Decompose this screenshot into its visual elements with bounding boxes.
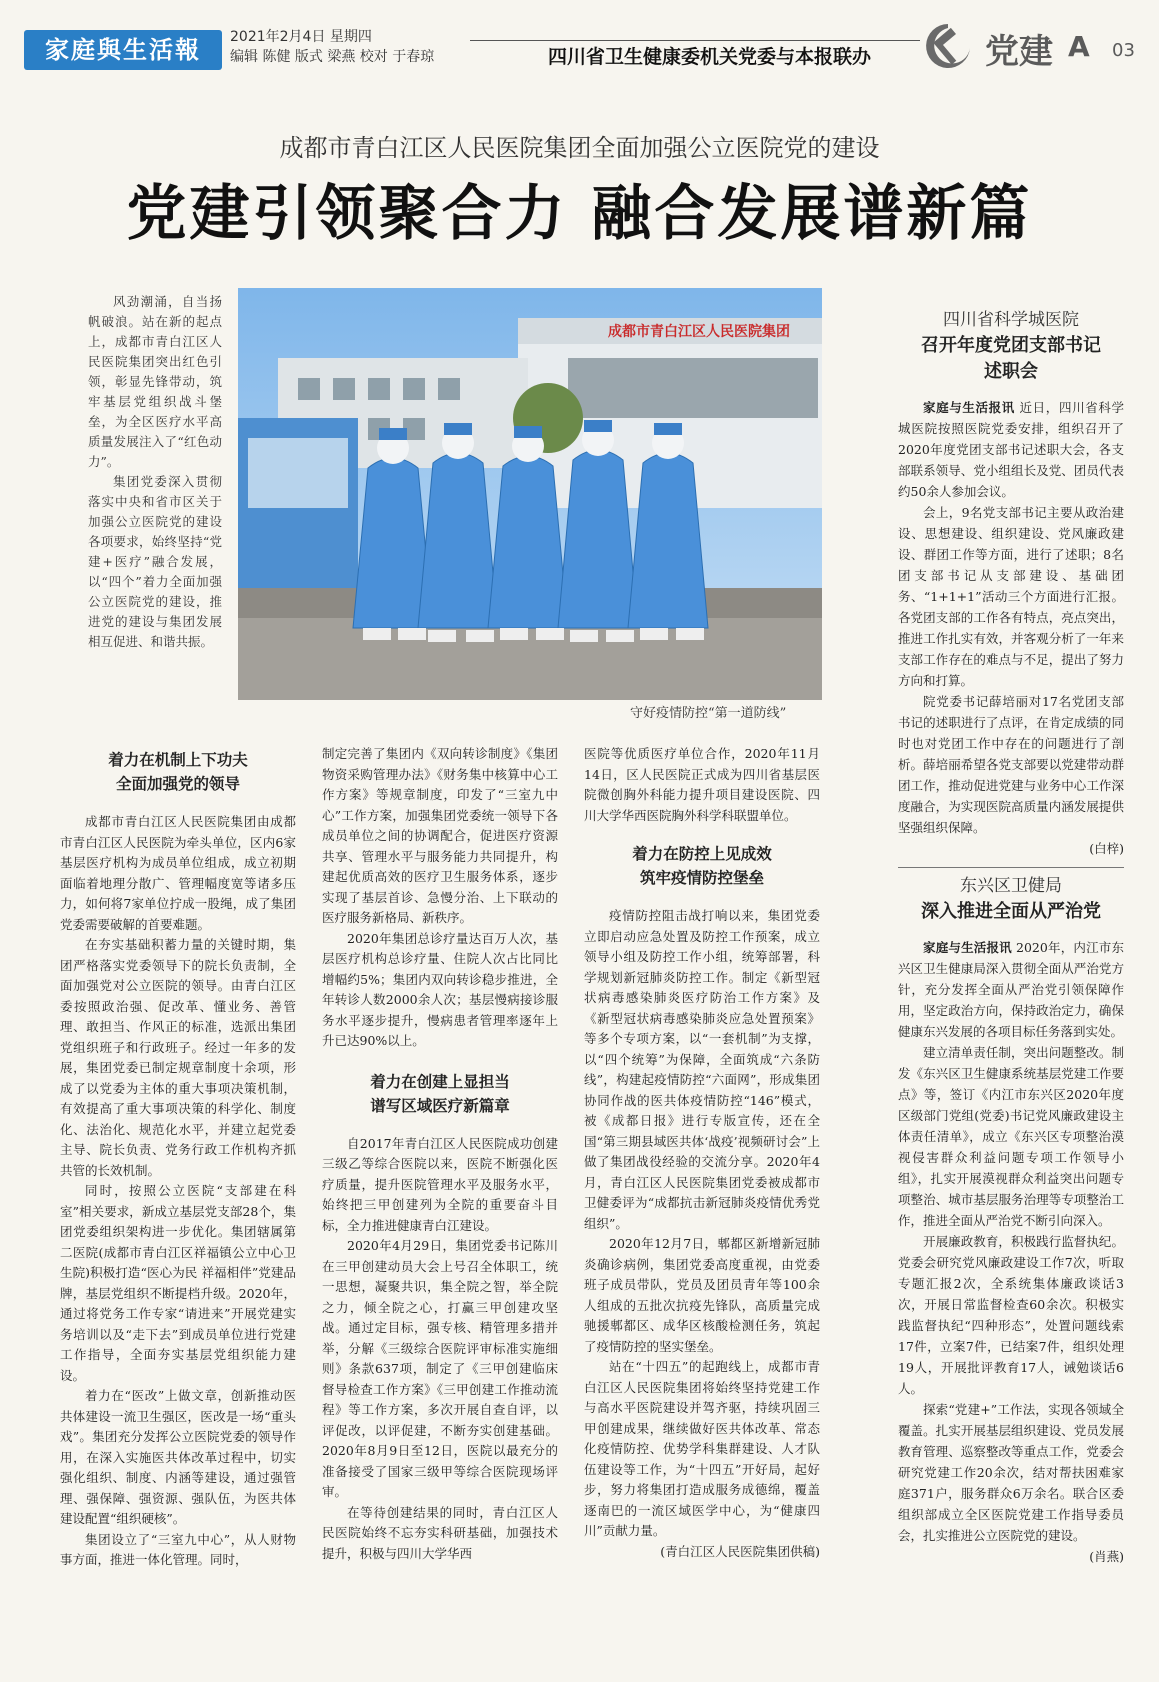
side-story-2-para: 家庭与生活报讯 2020年，内江市东兴区卫生健康局深入贯彻全面从严治党方针，充分发挥全面从严治党引领保障作用，坚定政治方向，保持政治定力，确保健康东兴发展的各项目标任务落到实处。 xyxy=(898,940,1124,1039)
body-column-2 xyxy=(322,744,558,1564)
body-paragraph: 着力在“医改”上做文章，创新推动医共体建设一流卫生强区，医改是一场“重头戏”。集团充分发挥公立医院党委的领导作用，在深入实施医共体改革过程中，切实强化组织、制度、内涵等建设，通过强管理、强保障、强资源、强队伍，为医共体建设配置“组织硬核”。 xyxy=(60,1388,296,1526)
body-paragraph: 集团设立了“三室九中心”，从人财物事方面，推进一体化管理。同时， xyxy=(60,1531,296,1567)
newspaper-logo: 家庭與生活報 xyxy=(24,30,222,70)
side-story-2-para: 建立清单责任制，突出问题整改。制发《东兴区卫生健康系统基层党建工作要点》等，签订《内江市东兴区2020年度区级部门党组(党委)书记党风廉政建设主体责任清单》，成立《东兴区专项整治漠视侵害群众利益问题专项工作领导小组》，扎实开展漠视群众利益突出问题专项整治、城市基层服务治理等专项整治工作，推进全面从严治党不断引向深入。 xyxy=(898,1045,1124,1228)
section-heading: 着力在机制上下功夫 全面加强党的领导 xyxy=(108,751,248,793)
body-paragraph: 同时，按照公立医院“支部建在科室”相关要求，新成立基层党支部28个，集团党委组织架构进一步优化。集团辖属第二医院(成都市青白江区祥福镇公立中心卫生院)积极打造“医心为民 祥福相伴”党建品牌，基层党组织不断提档升级。2020年，通过将党务工作专家“请进来”开展党建实务培训以及“走下去”到成员单位进行党建工作指导，全面夯实基层党组织能力建设。 xyxy=(60,1183,296,1383)
body-paragraph: 2020年4月29日，集团党委书记陈川在三甲创建动员大会上号召全体职工，统一思想，凝聚共识，集全院之智，举全院之力，倾全院之心，打赢三甲创建攻坚战。通过定目标，强专核、精管理多措并举，分解《三级综合医院评审标准实施细则》条款637项，制定了《三甲创建临床督导检查工作方案》《三甲创建工作推动流程》等工作方案，多次开展自查自评，以评促改，以评促建，不断夯实创建基础。2020年8月9日至12日，医院以最充分的准备接受了国家三级甲等综合医院现场评审。 xyxy=(322,1238,558,1499)
body-paragraph: 2020年集团总诊疗量达百万人次，基层医疗机构总诊疗量、住院人次占比同比增幅约5%；集团内双向转诊稳步推进，全年转诊人数2000余人次；基层慢病接诊服务水平逐步提升，慢病患者管理率逐年上升已达90%以上。 xyxy=(322,930,558,1048)
side-story-1-title: 召开年度党团支部书记 述职会 xyxy=(921,335,1101,382)
staff-credits: 编辑 陈健 版式 梁燕 校对 于春琼 xyxy=(230,49,435,65)
side-story-1-para: 院党委书记薛培丽对17名党团支部书记的述职进行了点评，在肯定成绩的同时也对党团工作中存在的问题进行了剖析。薛培丽希望各党支部要以党建带动群团工作，推动促进党建与业务中心工作深度融合，为实现医院高质量内涵发展提供坚强组织保障。 xyxy=(898,694,1124,835)
photo-caption: 守好疫情防控“第一道防线” xyxy=(630,706,787,721)
source-tag: 家庭与生活报讯 xyxy=(923,940,1012,955)
body-paragraph: 站在“十四五”的起跑线上，成都市青白江区人民医院集团将始终坚持党建工作与高水平医院建设并驾齐驱，持续巩固三甲创建成果，继续做好医共体改革、常态化疫情防控、优势学科集群建设、人才队伍建设等工作，为“十四五”开好局，起好步，努力将集团打造成服务成德绵，覆盖逐南巴的一流区域医学中心，为“健康四川”贡献力量。 xyxy=(584,1359,820,1538)
body-column-3 xyxy=(584,744,820,1562)
section-name: 党建 xyxy=(985,32,1053,72)
body-paragraph: 在等待创建结果的同时，青白江区人民医院始终不忘夯实科研基础，加强技术提升，积极与四川大学华西 xyxy=(322,1504,558,1561)
body-paragraph: 疫情防控阻击战打响以来，集团党委立即启动应急处置及防控工作预案，成立领导小组及防控工作小组，统筹部署，科学规划新冠肺炎防控工作。制定《新型冠状病毒感染肺炎医疗防治工作方案》及《新型冠状病毒感染肺炎应急处置预案》等多个专项方案，以“一套机制”为支撑，以“四个统筹”为保障，全面筑成“六条防线”，构建起疫情防控“六面网”，形成集团协同作战的医共体疫情防控“146”模式，被《成都日报》进行专版宣传，还在全国“第三期县域医共体‘战疫’视频研讨会”上做了集团战役经验的交流分享。2020年4月，青白江区人民医院集团党委被成都市卫健委评为“成都抗击新冠肺炎疫情优秀党组织”。 xyxy=(584,908,820,1231)
side-story-2 xyxy=(898,876,1124,1567)
body-paragraph: 自2017年青白江区人民医院成功创建三级乙等综合医院以来，医院不断强化医疗质量，提升医院管理水平及服务水平，始终把三甲创建列为全院的重要奋斗目标，全力推进健康青白江建设。 xyxy=(322,1135,558,1233)
section-heading: 着力在防控上见成效 筑牢疫情防控堡垒 xyxy=(632,845,772,887)
issue-info xyxy=(230,27,434,67)
hospital-sign: 成都市青白江区人民医院集团 xyxy=(608,324,790,340)
source-tag: 家庭与生活报讯 xyxy=(923,400,1015,415)
side-story-1-para: 会上，9名党支部书记主要从政治建设、思想建设、组织建设、党风廉政建设、群团工作等方面，进行了述职；8名团支部书记从支部建设、基础团务、“1+1+1”活动三个方面进行汇报。各党团支部的工作各有特点，亮点突出，推进工作扎实有效，并客观分析了一年来支部工作存在的难点与不足，提出了努力方向和打算。 xyxy=(898,505,1124,688)
side-story-2-para: 开展廉政教育，积极践行监督执纪。党委会研究党风廉政建设工作7次，听取专题汇报2次，全系统集体廉政谈话3次，开展日常监督检查60余次。积极实践监督执纪“四种形态”，处置问题线索17件，立案7件，已结案7件，组织处理19人，开展批评教育17人，诫勉谈话6人。 xyxy=(898,1234,1124,1396)
side-story-2-byline: (肖燕) xyxy=(1089,1549,1124,1564)
masthead-rule xyxy=(470,40,920,41)
article-kicker: 成都市青白江区人民医院集团全面加强公立医院党的建设 xyxy=(279,134,880,162)
side-story-2-title: 深入推进全面从严治党 xyxy=(921,901,1101,922)
partner-line: 四川省卫生健康委机关党委与本报联办 xyxy=(548,46,872,68)
body-paragraph: 2020年12月7日，郫都区新增新冠肺炎确诊病例，集团党委高度重视，由党委班子成员带队，党员及团员青年等100余人组成的五批次抗疫先锋队，高质量完成驰援郫都区、成华区核酸检测任务，筑起了疫情防控的坚实堡垒。 xyxy=(584,1236,820,1354)
body-paragraph: 成都市青白江区人民医院集团由成都市青白江区人民医院为牵头单位，区内6家基层医疗机构为成员单位组成，成立初期面临着地理分散广、管理幅度宽等诸多压力，如何将7家单位拧成一股绳，成了集团党委需要破解的首要难题。 xyxy=(60,814,296,932)
side-divider xyxy=(898,867,1124,868)
body-paragraph: 在夯实基础积蓄力量的关键时期，集团严格落实党委领导下的院长负责制，全面加强党对公立医院的领导。由青白江区委按照政治强、促改革、懂业务、善管理、敢担当、作风正的标准，选派出集团党组织班子和行政班子。经过一年多的发展，集团党委已制定规章制度十余项，形成了以党委为主体的重大事项决策机制，有效提高了重大事项决策的科学化、制度化、法治化、规范化水平，并建立起党委主导、院长负责、党务行政工作机构齐抓共管的长效机制。 xyxy=(60,937,296,1178)
body-column-1 xyxy=(60,742,296,1571)
issue-date: 2021年2月4日 星期四 xyxy=(230,29,372,45)
body-paragraph: 医院等优质医疗单位合作，2020年11月14日，区人民医院正式成为四川省基层医院微创胸外科能力提升项目建设医院、四川大学华西医院胸外科学科联盟单位。 xyxy=(584,746,820,823)
medical-staff-photo xyxy=(238,288,822,700)
article-byline: (青白江区人民医院集团供稿) xyxy=(660,1543,820,1559)
side-story-1-byline: (白梓) xyxy=(1089,841,1124,856)
hammer-sickle-icon xyxy=(920,18,976,74)
side-story-1 xyxy=(898,310,1124,859)
side-story-1-unit: 四川省科学城医院 xyxy=(943,310,1079,330)
page-number: 03 xyxy=(1112,40,1135,61)
lead-paragraph: 集团党委深入贯彻落实中央和省市区关于加强公立医院党的建设各项要求，始终坚持“党建+医疗”融合发展，以“四个”着力全面加强公立医院党的建设，推进党的建设与集团发展相互促进、和谐共振。 xyxy=(88,474,222,649)
article-lead xyxy=(88,292,222,652)
article-photo xyxy=(238,288,822,700)
article-headline: 党建引领聚合力 融合发展谱新篇 xyxy=(126,179,1033,249)
side-story-2-unit: 东兴区卫健局 xyxy=(960,876,1062,896)
lead-paragraph: 风劲潮涌，自当扬帆破浪。站在新的起点上，成都市青白江区人民医院集团突出红色引领，彰显先锋带动，筑牢基层党组织战斗堡垒，为全区医疗水平高质量发展注入了“红色动力”。 xyxy=(88,294,222,469)
body-paragraph: 制定完善了集团内《双向转诊制度》《集团物资采购管理办法》《财务集中核算中心工作方案》等规章制度，印发了“三室九中心”工作方案，加强集团党委统一领导下各成员单位之间的协调配合，促进医疗资源共享、管理水平与服务能力共同提升，构建起优质高效的医疗卫生服务体系，逐步实现了基层首诊、急慢分治、上下联动的医疗服务新格局、新秩序。 xyxy=(322,746,558,925)
side-story-2-para: 探索“党建+”工作法，实现各领域全覆盖。扎实开展基层组织建设、党员发展教育管理、巡察整改等重点工作，党委会研究党建工作20余次，结对帮扶困难家庭371户，服务群众6万余名。联合区委组织部成立全区医院党建工作指导委员会，扎实推进公立医院党的建设。 xyxy=(898,1402,1124,1543)
side-story-1-para: 家庭与生活报讯 近日，四川省科学城医院按照医院党委安排，组织召开了2020年度党团支部书记述职大会，各支部联系领导、党小组组长及党、团员代表约50余人参加会议。 xyxy=(898,400,1124,499)
section-heading: 着力在创建上显担当 谱写区域医疗新篇章 xyxy=(370,1072,510,1115)
page-letter: A xyxy=(1068,30,1090,63)
